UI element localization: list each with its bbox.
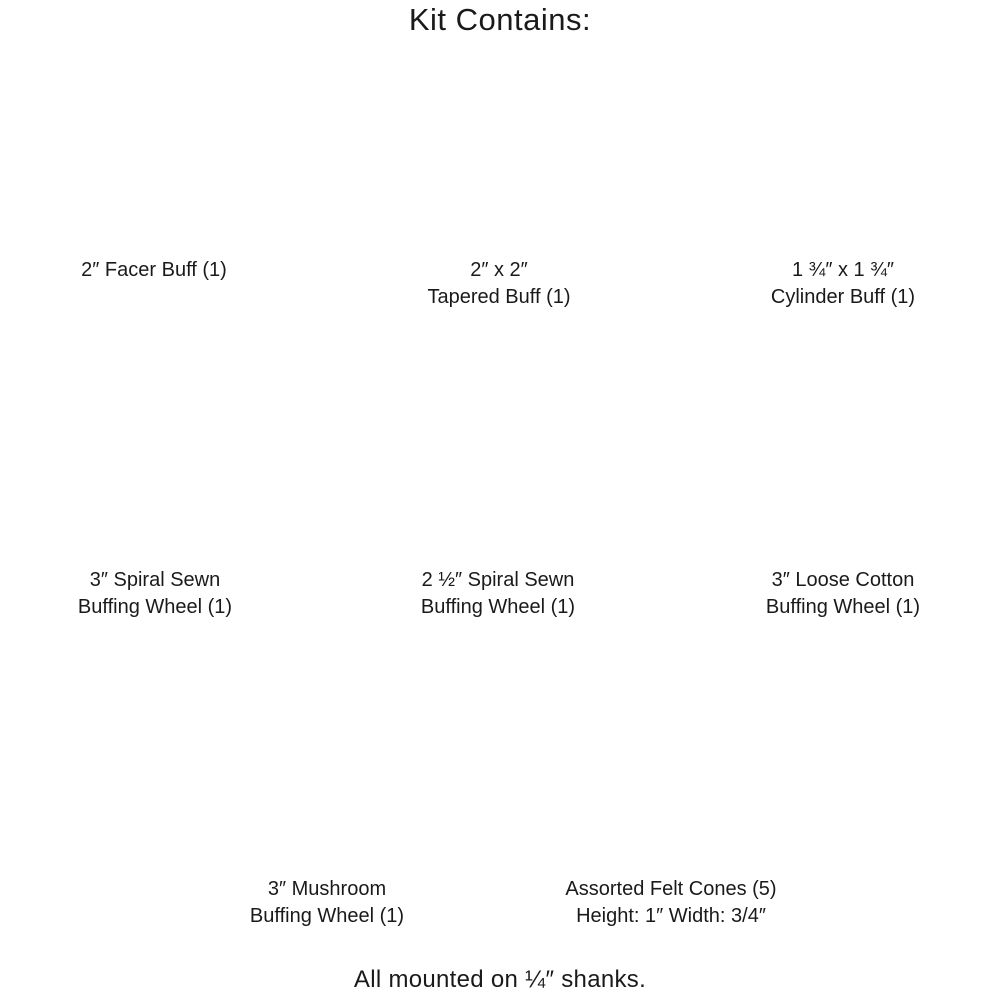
mushroom-caption: 3″ Mushroom Buffing Wheel (1) <box>249 878 405 927</box>
page-title: Kit Contains: <box>408 2 592 37</box>
facer-buff-caption: 2″ Facer Buff (1) <box>81 259 227 281</box>
felt-cone-1 <box>577 789 611 852</box>
felt-cone-2 <box>612 770 650 831</box>
cylinder-buff-caption: 1 ¾″ x 1 ¾″ Cylinder Buff (1) <box>770 259 916 308</box>
tapered-buff-caption: 2″ x 2″ Tapered Buff (1) <box>427 259 571 308</box>
loose-cotton-caption: 3″ Loose Cotton Buffing Wheel (1) <box>765 569 921 618</box>
felt-cone-5 <box>703 706 745 761</box>
felt-cones-caption: Assorted Felt Cones (5) Height: 1″ Width: 3/4″ <box>565 878 777 927</box>
footer-note: All mounted on ¼″ shanks. <box>353 966 647 993</box>
spiral-sewn-3-caption: 3″ Spiral Sewn Buffing Wheel (1) <box>77 569 233 618</box>
spiral-sewn-2-5-caption: 2 ½″ Spiral Sewn Buffing Wheel (1) <box>420 569 576 618</box>
felt-cone-4 <box>672 731 714 787</box>
